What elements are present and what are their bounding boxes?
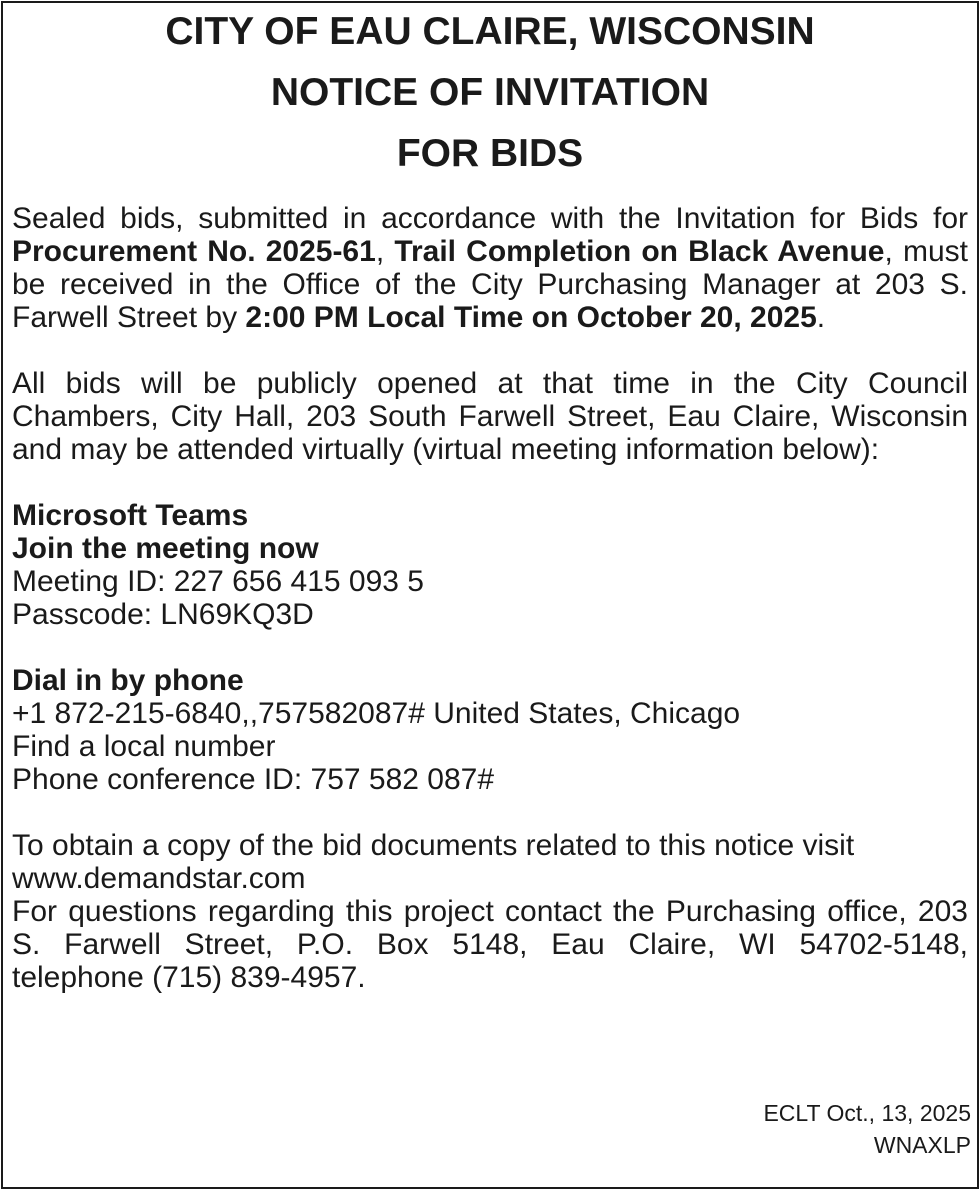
find-local-number-link[interactable]: Find a local number <box>12 730 276 763</box>
procurement-number: Procurement No. 2025-61 <box>12 235 376 268</box>
dial-in-heading: Dial in by phone <box>12 664 244 697</box>
publication-footer <box>763 1097 971 1161</box>
bid-deadline: 2:00 PM Local Time on October 20, 2025 <box>245 301 817 334</box>
para1-text-2: , <box>375 235 395 268</box>
dial-in-number: +1 872-215-6840,,757582087# United States, Chicago <box>12 697 741 730</box>
join-meeting-link[interactable]: Join the meeting now <box>12 532 319 565</box>
teams-heading: Microsoft Teams <box>12 499 249 532</box>
header-notice: NOTICE OF INVITATION <box>270 71 710 114</box>
passcode: Passcode: LN69KQ3D <box>12 598 314 631</box>
publication-date: ECLT Oct., 13, 2025 <box>763 1100 971 1126</box>
notice-body <box>12 202 968 994</box>
paragraph-sealed-bids <box>12 202 968 334</box>
publication-code: WNAXLP <box>873 1132 971 1158</box>
project-name: Trail Completion on Black Avenue <box>394 235 885 268</box>
paragraph-opening: All bids will be publicly opened at that time in the City Council Chambers, City Hall, 203 South Farwell Street, Eau Claire, Wisconsin and may be attended virtually (virtual meeting information below): <box>12 367 968 466</box>
demandstar-link[interactable]: www.demandstar.com <box>12 862 306 895</box>
header-city: CITY OF EAU CLAIRE, WISCONSIN <box>165 10 815 53</box>
header-for-bids: FOR BIDS <box>396 132 584 175</box>
obtain-documents-text: To obtain a copy of the bid documents related to this notice visit <box>12 829 855 862</box>
questions-contact: For questions regarding this project contact the Purchasing office, 203 S. Farwell Street, P.O. Box 5148, Eau Claire, WI 54702-5148, telephone (715) 839-4957. <box>12 895 968 994</box>
para1-text-1: Sealed bids, submitted in accordance with the Invitation for Bids for <box>12 202 968 235</box>
para1-text-4: . <box>816 301 826 334</box>
para1-text-3: , must be received in the Office of the City Purchasing Manager at 203 S. Farwell Street by <box>12 235 969 334</box>
notice-header <box>3 1 977 184</box>
phone-conference-id: Phone conference ID: 757 582 087# <box>12 763 495 796</box>
meeting-id: Meeting ID: 227 656 415 093 5 <box>12 565 424 598</box>
